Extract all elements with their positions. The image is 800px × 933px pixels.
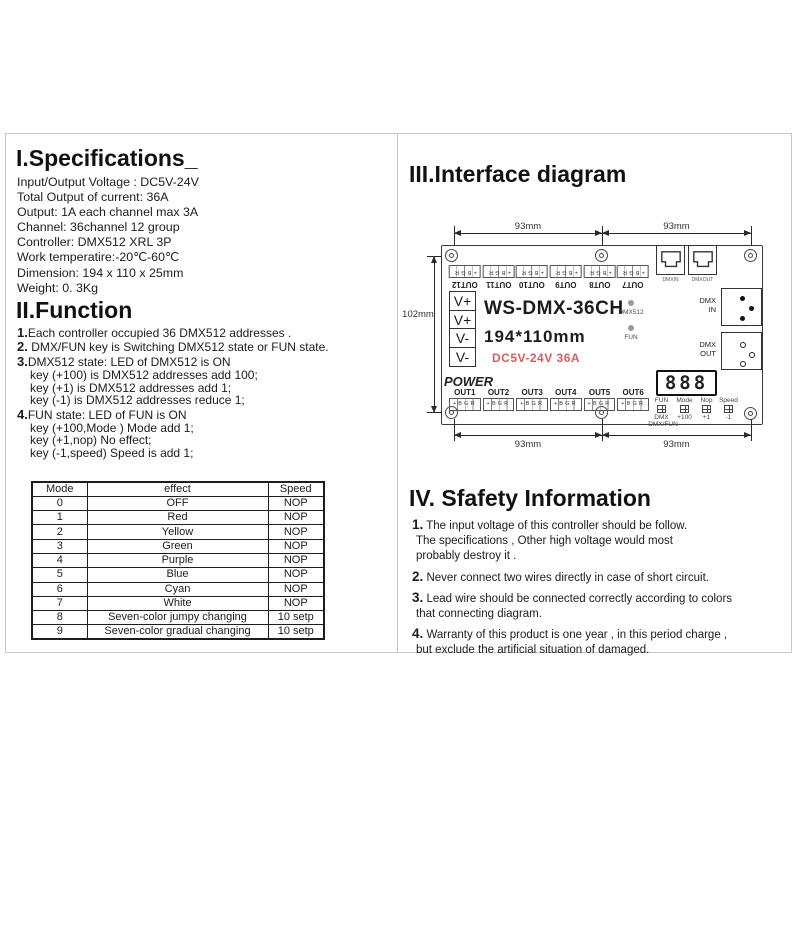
cell-speed: NOP [268, 553, 324, 567]
table-row [32, 525, 324, 539]
terminal-group: +BGR [516, 265, 548, 278]
item-text: DMX/FUN key is Switching DMX512 state or FUN state. [31, 340, 329, 355]
label-line: IN [708, 305, 716, 314]
spec-line: Channel: 36channel 12 group [17, 220, 180, 235]
v-terminal: V+ [449, 310, 476, 330]
safety-title: IV. Sfafety Information [409, 485, 651, 511]
safety-item [412, 626, 783, 658]
header-cell: Mode [32, 482, 87, 497]
out-label: OUT4 [555, 388, 577, 397]
terminal-group: +BGR [550, 265, 582, 278]
out-label: OUT2 [487, 388, 510, 397]
item-text: that connecting diagram. [416, 608, 542, 621]
cell-speed: NOP [268, 539, 324, 553]
terminal-group: +BGR [584, 265, 616, 278]
table-row [32, 611, 324, 625]
cell-mode: 4 [32, 553, 87, 567]
item-text: Never connect two wires directly in case of short circuit. [426, 571, 709, 584]
terminal-group: +BGR [617, 398, 649, 411]
item-number: 4. [17, 406, 28, 422]
item-number: 1. [17, 324, 28, 340]
button-icon [657, 405, 666, 413]
terminal-labels-top [449, 280, 649, 289]
mounting-hole [595, 249, 608, 262]
fun-led-label: FUN [624, 334, 638, 341]
button-label: FUN [654, 397, 669, 404]
button-icon [724, 405, 733, 413]
cell-effect: Red [87, 511, 268, 525]
rj45-labels [656, 277, 717, 283]
dimension-line [602, 435, 751, 436]
item-text: key (-1,speed) Speed is add 1; [30, 446, 194, 461]
item-text: Lead wire should be connected correctly according to colors [426, 592, 733, 605]
mode-table [31, 481, 325, 641]
item-text: key (+100,Mode ) Mode add 1; [30, 420, 194, 435]
out-label: OUT1 [454, 388, 476, 397]
cell-effect: Seven-color jumpy changing [87, 611, 268, 625]
out-label: OUT3 [521, 388, 543, 397]
out-label: OUT12 [451, 280, 478, 289]
terminal-strip-top [449, 265, 649, 278]
table-row [32, 539, 324, 553]
item-text: key (+1,nop) No effect; [30, 433, 152, 448]
interface-diagram [404, 223, 786, 455]
out-label: OUT7 [622, 280, 644, 289]
function-item [17, 324, 391, 340]
xlr-in-icon [721, 288, 762, 326]
v-terminal: V- [449, 328, 476, 348]
terminal-group: +BGR [483, 265, 515, 278]
cell-mode: 8 [32, 611, 87, 625]
cell-speed: 10 setp [268, 625, 324, 640]
item-number: 2. [412, 568, 424, 584]
cell-mode: 2 [32, 525, 87, 539]
cell-speed: NOP [268, 568, 324, 582]
terminal-group: +BGR [449, 398, 481, 411]
cell-speed: NOP [268, 496, 324, 510]
cell-mode: 1 [32, 511, 87, 525]
function-item [17, 341, 391, 354]
item-number: 3. [17, 354, 28, 370]
spec-line: Work temperatire:-20℃-60℃ [17, 250, 179, 265]
safety-item [412, 569, 783, 586]
dimension-line [434, 256, 435, 413]
out-label: OUT8 [588, 280, 611, 289]
terminal-labels-bottom [449, 388, 649, 397]
spec-line: Dimension: 194 x 110 x 25mm [17, 265, 184, 280]
button-sublabel: +100 [677, 414, 692, 421]
cell-speed: NOP [268, 511, 324, 525]
button-sublabel: +1 [702, 414, 711, 421]
spec-line: Weight: 0. 3Kg [17, 280, 99, 295]
function-item [17, 406, 391, 461]
dimension-line [454, 233, 602, 234]
button-label: Nop [700, 397, 713, 404]
item-text: Warranty of this product is one year , in this period charge , [426, 629, 728, 642]
cell-effect: Purple [87, 553, 268, 567]
speed-button [715, 397, 742, 421]
item-text: key (-1) is DMX512 addresses reduce 1; [30, 393, 245, 408]
button-icon [702, 405, 711, 413]
function-item [17, 356, 391, 407]
xlr-out-icon [721, 332, 762, 370]
item-text: The input voltage of this controller should be follow. [426, 520, 688, 532]
cell-mode: 3 [32, 539, 87, 553]
cell-speed: NOP [268, 525, 324, 539]
right-panel [397, 133, 792, 657]
label-line: DMX [699, 296, 716, 305]
button-sublabel: DMX [654, 414, 669, 421]
item-text: DMX512 state: LED of DMX512 is ON [27, 355, 231, 370]
interface-title: III.Interface diagram [409, 161, 627, 187]
rj45-jacks [656, 245, 717, 275]
terminal-group: +BGR [483, 398, 515, 411]
manual-page [5, 133, 792, 657]
table-header-row [32, 482, 324, 497]
power-terminals [449, 291, 476, 367]
item-text: key (+1) is DMX512 addresses add 1; [30, 380, 232, 395]
table-row [32, 511, 324, 525]
rating-label: DC5V-24V 36A [492, 351, 581, 365]
item-text: FUN state: LED of FUN is ON [27, 407, 187, 422]
specifications-title: I.Specifications_ [16, 145, 198, 171]
cell-speed: NOP [268, 582, 324, 596]
cell-effect: Cyan [87, 582, 268, 596]
terminal-group: +BGR [449, 265, 481, 278]
left-panel [5, 133, 397, 653]
table-row [32, 582, 324, 596]
item-number: 3. [412, 589, 424, 605]
label-line: OUT [700, 349, 716, 358]
extension-line [751, 419, 752, 441]
out-label: OUT9 [555, 280, 577, 289]
safety-item [412, 590, 783, 622]
rj45-out-icon [688, 245, 717, 275]
item-text: probably destroy it . [416, 550, 517, 563]
item-number: 1. [412, 517, 424, 532]
dimension-label: 93mm [663, 221, 690, 232]
button-icon [680, 405, 689, 413]
item-text: Each controller occupied 36 DMX512 addresses . [27, 325, 292, 340]
cell-mode: 5 [32, 568, 87, 582]
terminal-group: +BGR [617, 265, 649, 278]
button-label: Speed [719, 397, 738, 404]
dimension-label: 93mm [514, 221, 542, 232]
dimension-label: 93mm [514, 439, 542, 450]
out-label: OUT10 [519, 280, 546, 289]
size-label: 194*110mm [484, 327, 586, 346]
header-cell: effect [87, 482, 268, 497]
cell-effect: Blue [87, 568, 268, 582]
table-row [32, 625, 324, 640]
dmx512-led-icon [628, 300, 634, 306]
cell-mode: 0 [32, 496, 87, 510]
v-terminal: V+ [449, 291, 476, 311]
safety-item [412, 517, 783, 565]
spec-line: Output: 1A each channel max 3A [17, 205, 199, 220]
table-row [32, 568, 324, 582]
out-label: OUT6 [622, 388, 644, 397]
rj45-in-icon [656, 245, 685, 275]
dmx-fun-label: DMX/FUN [648, 421, 678, 428]
dimension-label: 93mm [663, 439, 690, 450]
item-text: but exclude the artificial situation of damaged. [416, 644, 650, 657]
item-text: key (+100) is DMX512 addresses add 100; [30, 367, 258, 382]
rj45-out-label: DMXOUT [691, 277, 714, 283]
table-row [32, 596, 324, 610]
terminal-strip-bottom [449, 398, 649, 411]
function-title: II.Function [16, 296, 133, 323]
cell-mode: 7 [32, 596, 87, 610]
out-label: OUT5 [588, 388, 611, 397]
fun-led-icon [628, 325, 634, 331]
button-sublabel: -1 [725, 414, 732, 421]
table-row [32, 553, 324, 567]
cell-effect: Green [87, 539, 268, 553]
dimension-label: 102mm [402, 309, 434, 320]
header-cell: Speed [268, 482, 324, 497]
dmx512-led-label: DMX512 [618, 309, 644, 316]
rj45-in-label: DMXIN [662, 277, 679, 283]
cell-effect: White [87, 596, 268, 610]
spec-line: Total Output of current: 36A [17, 190, 169, 205]
spec-line: Controller: DMX512 XRL 3P [17, 235, 172, 250]
spec-line: Input/Output Voltage : DC5V-24V [17, 175, 199, 189]
terminal-group: +BGR [550, 398, 582, 411]
dmx-out-label [690, 340, 716, 358]
item-number: 2. [17, 339, 28, 355]
power-label: POWER [444, 374, 494, 389]
terminal-group: +BGR [516, 398, 548, 411]
item-number: 4. [412, 626, 424, 642]
seven-segment-display: 888 [656, 370, 717, 396]
item-text: The specifications , Other high voltage would most [416, 535, 673, 548]
button-label: Mode [676, 397, 693, 404]
dimension-line [602, 233, 751, 234]
cell-speed: 10 setp [268, 611, 324, 625]
cell-mode: 6 [32, 582, 87, 596]
dimension-line [454, 435, 602, 436]
cell-effect: Yellow [87, 525, 268, 539]
v-terminal: V- [449, 347, 476, 367]
cell-mode: 9 [32, 625, 87, 640]
terminal-group: +BGR [584, 398, 616, 411]
model-label: WS-DMX-36CH [484, 298, 624, 319]
table-row [32, 496, 324, 510]
cell-speed: NOP [268, 596, 324, 610]
cell-effect: Seven-color gradual changing [87, 625, 268, 640]
label-line: DMX [699, 340, 716, 349]
cell-effect: OFF [87, 496, 268, 510]
dmx-in-label [690, 296, 716, 314]
mounting-hole [744, 249, 757, 262]
out-label: OUT11 [485, 280, 512, 289]
mounting-hole [445, 249, 458, 262]
